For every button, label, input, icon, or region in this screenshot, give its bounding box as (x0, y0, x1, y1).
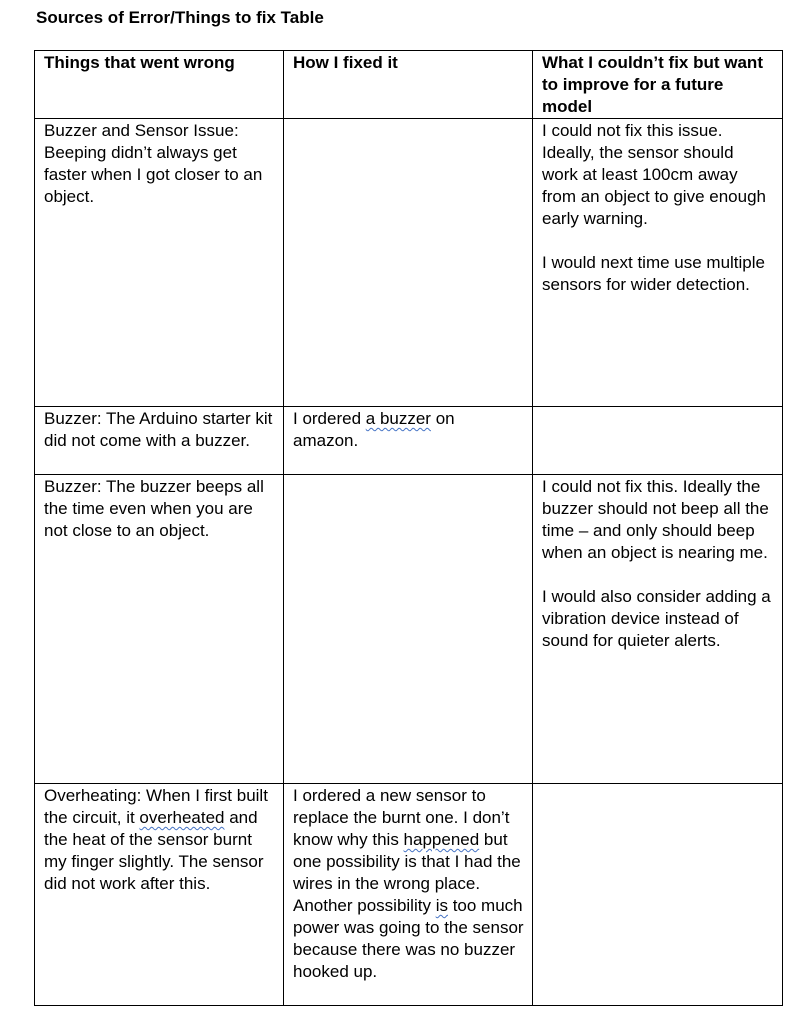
table-row (35, 119, 783, 407)
header-things-went-wrong: Things that went wrong (35, 51, 284, 119)
cell-improve (533, 119, 783, 407)
cell-wrong: Buzzer and Sensor Issue: Beeping didn’t always get faster when I got closer to an object. (35, 119, 284, 407)
text-run: but one possibility is that I had the wires in the wrong place. Another possibility (293, 830, 521, 915)
header-how-fixed: How I fixed it (284, 51, 533, 119)
improve-paragraph: I could not fix this issue. Ideally, the sensor should work at least 100cm away from an object to give enough early warning. (542, 121, 766, 228)
text-run: on amazon. (293, 409, 455, 450)
cell-fixed (284, 475, 533, 784)
table-row (35, 407, 783, 475)
grammar-flagged-text: is (435, 896, 448, 915)
cell-improve (533, 407, 783, 475)
text-run: I ordered (293, 409, 366, 428)
text-run: I ordered a new sensor to replace the burnt one. I don’t know why this (293, 786, 510, 849)
header-could-not-fix: What I couldn’t fix but want to improve for a future model (533, 51, 783, 119)
cell-improve (533, 784, 783, 1006)
grammar-flagged-text: happened (403, 830, 480, 849)
document-title: Sources of Error/Things to fix Table (36, 8, 324, 27)
sources-of-error-table (34, 50, 783, 1006)
table-row (35, 784, 783, 1006)
cell-fixed (284, 784, 533, 1006)
table-header-row (35, 51, 783, 119)
cell-wrong: Buzzer: The buzzer beeps all the time even when you are not close to an object. (35, 475, 284, 784)
text-run: too much power was going to the sensor because there was no buzzer hooked up. (293, 896, 524, 981)
text-run: and the heat of the sensor burnt my finger slightly. The sensor did not work after this. (44, 808, 264, 893)
table-row (35, 475, 783, 784)
cell-fixed (284, 407, 533, 475)
improve-paragraph: I would next time use multiple sensors for wider detection. (542, 253, 765, 294)
text-run: Overheating: When I first built the circuit, it (44, 786, 268, 827)
grammar-flagged-text: overheated (139, 808, 225, 827)
cell-wrong (35, 784, 284, 1006)
improve-paragraph: I could not fix this. Ideally the buzzer should not beep all the time – and only should beep when an object is nearing me. (542, 477, 769, 562)
grammar-flagged-text: a buzzer (365, 409, 431, 428)
improve-paragraph: I would also consider adding a vibration device instead of sound for quieter alerts. (542, 587, 771, 650)
cell-fixed (284, 119, 533, 407)
cell-wrong: Buzzer: The Arduino starter kit did not come with a buzzer. (35, 407, 284, 475)
cell-improve (533, 475, 783, 784)
